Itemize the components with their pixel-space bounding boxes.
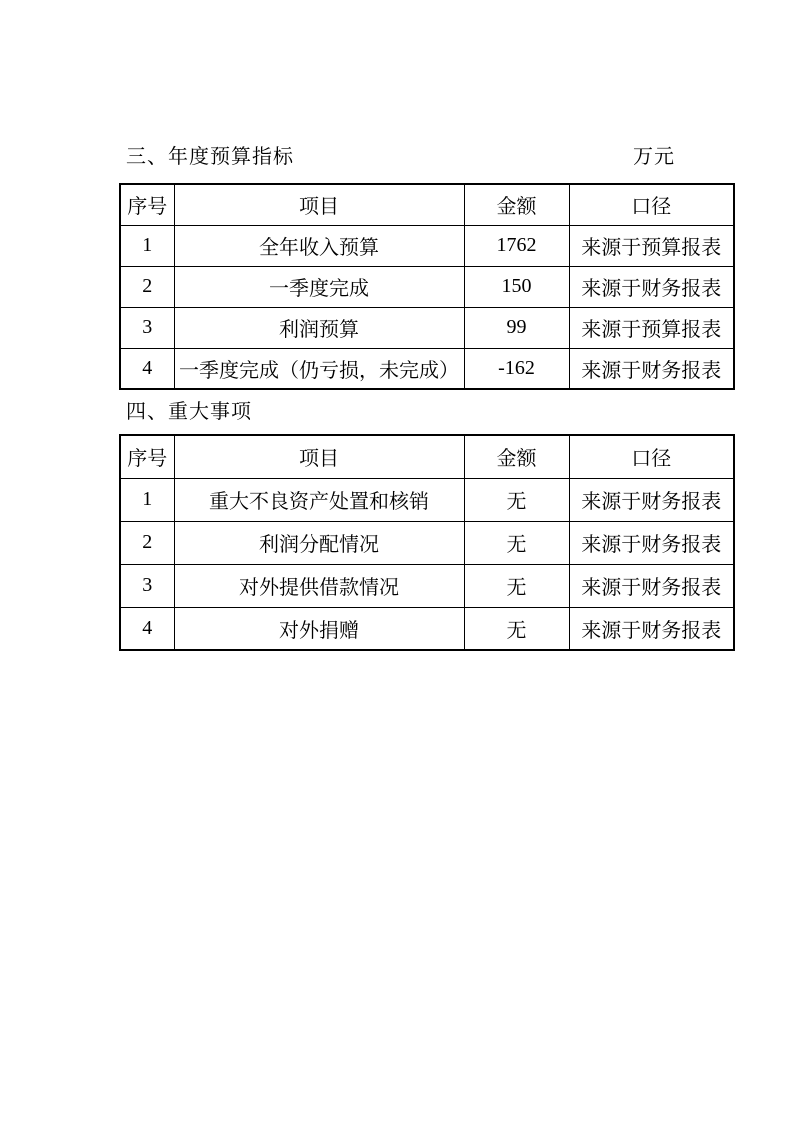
table-row [120, 307, 734, 348]
column-header: 口径 [569, 184, 734, 225]
section-title-major-matters: 四、重大事项 [126, 401, 252, 423]
table-cell: 无 [464, 521, 569, 564]
table-cell: 来源于财务报表 [569, 266, 734, 307]
table-cell: -162 [464, 348, 569, 389]
table-cell: 来源于财务报表 [569, 478, 734, 521]
annual-budget-table [119, 183, 735, 390]
table-row [120, 521, 734, 564]
section-title-annual-budget: 三、年度预算指标 [126, 146, 294, 168]
column-header: 序号 [120, 184, 174, 225]
header-row [120, 184, 734, 225]
major-matters-table-body [120, 478, 734, 650]
table-row [120, 478, 734, 521]
table-cell: 4 [120, 607, 174, 650]
table-row [120, 564, 734, 607]
table-row [120, 348, 734, 389]
table-cell: 来源于预算报表 [569, 307, 734, 348]
annual-budget-table-body [120, 225, 734, 389]
column-header: 金额 [464, 184, 569, 225]
column-header: 序号 [120, 435, 174, 478]
table-row [120, 266, 734, 307]
unit-label: 万元 [633, 146, 675, 168]
table-cell: 一季度完成 [174, 266, 464, 307]
table-cell: 无 [464, 478, 569, 521]
table-row [120, 607, 734, 650]
table-cell: 150 [464, 266, 569, 307]
table-cell: 1 [120, 225, 174, 266]
table-cell: 全年收入预算 [174, 225, 464, 266]
column-header: 项目 [174, 184, 464, 225]
major-matters-table [119, 434, 735, 651]
table-cell: 利润预算 [174, 307, 464, 348]
table-cell: 对外捐赠 [174, 607, 464, 650]
table-cell: 2 [120, 266, 174, 307]
table-cell: 一季度完成（仍亏损，未完成） [174, 348, 464, 389]
table-cell: 4 [120, 348, 174, 389]
table-cell: 1762 [464, 225, 569, 266]
table-cell: 来源于财务报表 [569, 521, 734, 564]
table-cell: 3 [120, 564, 174, 607]
table-row [120, 225, 734, 266]
table-cell: 1 [120, 478, 174, 521]
table-cell: 对外提供借款情况 [174, 564, 464, 607]
table-cell: 99 [464, 307, 569, 348]
column-header: 金额 [464, 435, 569, 478]
column-header: 口径 [569, 435, 734, 478]
table-cell: 来源于财务报表 [569, 564, 734, 607]
table-cell: 来源于财务报表 [569, 607, 734, 650]
table-cell: 利润分配情况 [174, 521, 464, 564]
table-cell: 重大不良资产处置和核销 [174, 478, 464, 521]
column-header: 项目 [174, 435, 464, 478]
table-cell: 来源于预算报表 [569, 225, 734, 266]
table-cell: 无 [464, 607, 569, 650]
annual-budget-table-head [120, 184, 734, 225]
table-cell: 无 [464, 564, 569, 607]
table-cell: 3 [120, 307, 174, 348]
header-row [120, 435, 734, 478]
table-cell: 2 [120, 521, 174, 564]
major-matters-table-head [120, 435, 734, 478]
table-cell: 来源于财务报表 [569, 348, 734, 389]
